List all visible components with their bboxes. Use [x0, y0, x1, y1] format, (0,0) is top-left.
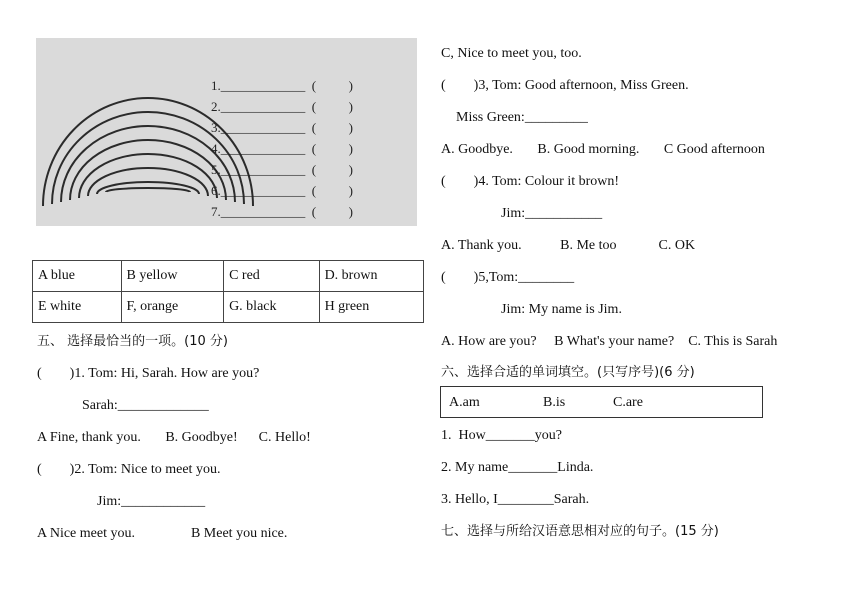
fill-item-3: 3. Hello, I________Sarah. [441, 492, 590, 507]
table-cell: A blue [33, 261, 122, 292]
table-cell: G. black [224, 292, 320, 323]
table-row [33, 292, 424, 323]
rainbow-row-4: 4._____________ ( ) [211, 141, 353, 156]
table-cell: B yellow [121, 261, 224, 292]
fill-item-2: 2. My name_______Linda. [441, 460, 594, 475]
word-option: C.are [613, 395, 643, 410]
rainbow-arc [106, 188, 190, 192]
table-cell: E white [33, 292, 122, 323]
section-5-title: 五、 选择最恰当的一项。(10 分) [37, 334, 228, 349]
q1-options: A Fine, thank you. B. Goodbye! C. Hello! [37, 430, 311, 445]
q3-stem: ( )3, Tom: Good afternoon, Miss Green. [441, 78, 689, 93]
q2-options: A Nice meet you. B Meet you nice. [37, 526, 288, 541]
rainbow-row-1: 1._____________ ( ) [211, 78, 353, 93]
q4-stem: ( )4. Tom: Colour it brown! [441, 174, 620, 189]
q4-reply: Jim:___________ [501, 206, 603, 221]
q2-option-c: C, Nice to meet you, too. [441, 46, 582, 61]
q1-stem: ( )1. Tom: Hi, Sarah. How are you? [37, 366, 260, 381]
q3-options: A. Goodbye. B. Good morning. C Good afternoon [441, 142, 765, 157]
section-6-title: 六、选择合适的单词填空。(只写序号)(6 分) [441, 365, 695, 380]
q1-reply: Sarah:_____________ [82, 398, 209, 413]
q2-reply: Jim:____________ [97, 494, 206, 509]
word-option: A.am [449, 395, 480, 410]
rainbow-row-2: 2._____________ ( ) [211, 99, 353, 114]
fill-item-1: 1. How_______you? [441, 428, 562, 443]
rainbow-row-6: 6._____________ ( ) [211, 183, 353, 198]
color-options-table [32, 260, 424, 323]
q4-options: A. Thank you. B. Me too C. OK [441, 238, 696, 253]
q2-stem: ( )2. Tom: Nice to meet you. [37, 462, 221, 477]
word-options-box [440, 386, 763, 418]
table-cell: D. brown [319, 261, 423, 292]
table-row [33, 261, 424, 292]
rainbow-arc [79, 154, 217, 198]
table-cell: H green [319, 292, 423, 323]
rainbow-row-5: 5._____________ ( ) [211, 162, 353, 177]
q5-reply: Jim: My name is Jim. [501, 302, 622, 317]
rainbow-row-3: 3._____________ ( ) [211, 120, 353, 135]
table-cell: C red [224, 261, 320, 292]
word-option: B.is [543, 395, 566, 410]
rainbow-arc [61, 126, 235, 202]
rainbow-row-7: 7._____________ ( ) [211, 204, 353, 219]
q5-options: A. How are you? B What's your name? C. This is Sarah [441, 334, 778, 349]
section-7-title: 七、选择与所给汉语意思相对应的句子。(15 分) [441, 524, 719, 539]
table-cell: F, orange [121, 292, 224, 323]
rainbow-photo [36, 38, 417, 226]
q3-reply: Miss Green:_________ [456, 110, 588, 125]
q5-stem: ( )5,Tom:________ [441, 270, 575, 285]
